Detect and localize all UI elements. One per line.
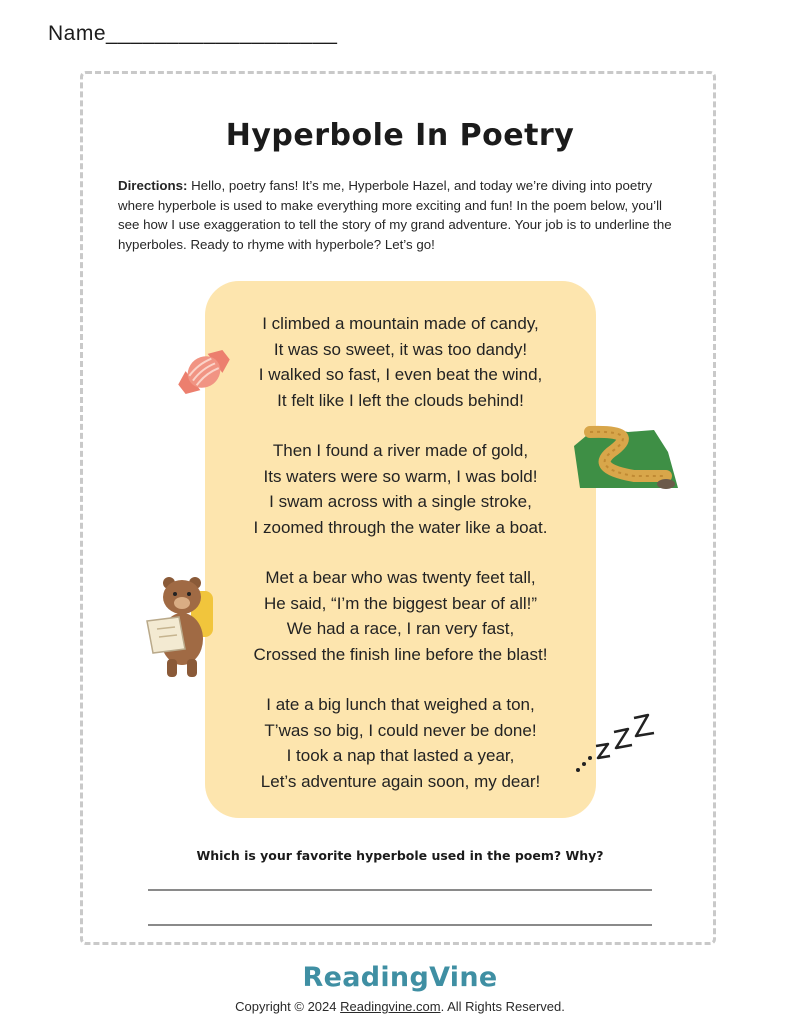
poem-line: We had a race, I ran very fast, [286, 619, 515, 638]
poem-line: Then I found a river made of gold, [272, 441, 529, 460]
poem-line: I swam across with a single stroke, [269, 492, 532, 511]
name-field-label: Name___________________ [48, 22, 338, 45]
worksheet-title: Hyperbole In Poetry [225, 118, 575, 153]
poem-line: It was so sweet, it was too dandy! [273, 339, 528, 359]
answer-line-1[interactable] [148, 889, 652, 891]
poem-line: He said, “I’m the biggest bear of all!” [263, 593, 538, 613]
poem [205, 311, 596, 819]
poem-line: Crossed the finish line before the blast! [253, 644, 548, 664]
poem-line: I took a nap that lasted a year, [286, 746, 515, 765]
poem-line: I ate a big lunch that weighed a ton, [266, 695, 535, 714]
sleeping-zzz-icon [574, 712, 656, 776]
poem-stanza-2 [205, 438, 596, 540]
directions-paragraph [118, 176, 686, 254]
poem-line: Its waters were so warm, I was bold! [263, 466, 538, 486]
poem-line: It felt like I left the clouds behind! [277, 390, 524, 410]
bear-with-map-icon [145, 573, 225, 681]
poem-line: I walked so fast, I even beat the wind, [258, 365, 543, 384]
winding-path-icon [570, 422, 680, 496]
answer-line-2[interactable] [148, 924, 652, 926]
readingvine-link[interactable]: Readingvine.com [340, 999, 441, 1014]
candy-icon [168, 324, 240, 420]
poem-line: Let’s adventure again soon, my dear! [260, 771, 541, 791]
poem-line: I climbed a mountain made of candy, [262, 314, 539, 333]
poem-stanza-1 [205, 311, 596, 413]
reflection-question: Which is your favorite hyperbole used in the poem? Why? [196, 848, 604, 863]
poem-stanza-4 [205, 692, 596, 794]
poem-line: I zoomed through the water like a boat. [253, 517, 548, 537]
copyright-prefix: Copyright © 2024 [235, 999, 337, 1014]
directions-text: Hello, poetry fans! It’s me, Hyperbole Hazel, and today we’re diving into poetry where hyperbole is used to make everything more exciting and fun! In the poem below, you’ll see how I use exaggeration to tell the story of my grand adventure. Your job is to underline the hyperboles. Ready to rhyme with hyperbole? Let’s go! [118, 178, 672, 252]
readingvine-logo: ReadingVine [302, 962, 498, 993]
poem-line: Met a bear who was twenty feet tall, [265, 568, 536, 587]
copyright-suffix: . All Rights Reserved. [440, 999, 565, 1014]
poem-stanza-3 [205, 565, 596, 667]
directions-label: Directions: [118, 178, 188, 193]
poem-line: T’was so big, I could never be done! [264, 720, 537, 740]
copyright-notice [0, 999, 800, 1014]
